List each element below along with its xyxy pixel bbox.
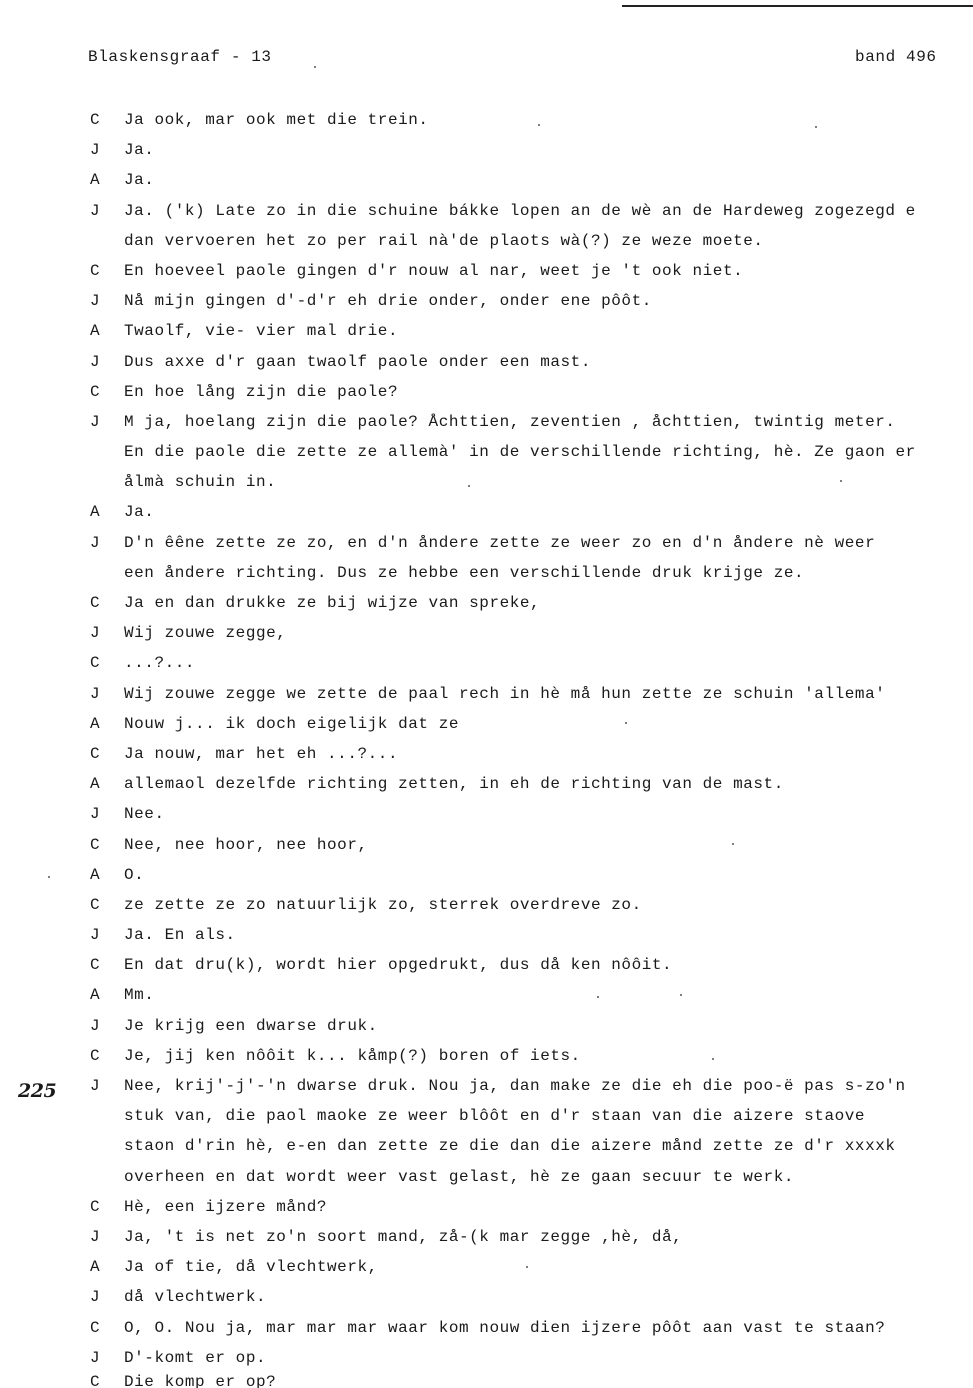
transcript-line (0, 533, 973, 563)
transcript-line (0, 1016, 973, 1046)
line-text: Nå mijn gingen d'-d'r eh drie onder, onder ene pôôt. (124, 292, 652, 311)
line-speaker: C (90, 1046, 101, 1065)
line-speaker: J (90, 805, 101, 824)
transcript-line (0, 201, 973, 231)
transcript-line (0, 442, 973, 472)
line-speaker: C (90, 111, 101, 129)
line-speaker: C (90, 1318, 101, 1337)
transcript-line (0, 472, 973, 502)
line-text: Ja en dan drukke ze bij wijze van spreke, (124, 594, 541, 612)
transcript-line (0, 563, 973, 593)
line-speaker: J (90, 292, 101, 311)
line-speaker: J (90, 533, 101, 552)
line-speaker: C (90, 594, 101, 612)
line-text: En dat dru(k), wordt hier opgedrukt, dus då ken nôôit. (124, 956, 673, 975)
transcript-line (0, 1106, 973, 1136)
transcript-line (0, 714, 973, 744)
line-text: Nee. (124, 805, 165, 824)
speck (48, 876, 50, 878)
transcript-line (0, 1257, 973, 1287)
transcript-line (0, 1076, 973, 1106)
transcript-line (0, 110, 973, 140)
transcript-line (0, 261, 973, 291)
line-text: Ja. (124, 141, 155, 160)
line-speaker: C (90, 261, 101, 280)
line-text: Twaolf, vie- vier mal drie. (124, 322, 399, 341)
speck (732, 843, 734, 845)
line-speaker: J (90, 412, 101, 431)
line-text: stuk van, die paol maoke ze weer blôôt en d'r staan van die aizere staove (124, 1107, 866, 1126)
line-text: staon d'rin hè, e-en dan zette ze die dan die aizere månd zette ze d'r xxxxk (124, 1137, 896, 1156)
line-text: ze zette ze zo natuurlijk zo, sterrek overdreve zo. (124, 895, 642, 914)
transcript-line (0, 231, 973, 261)
line-text: En hoeveel paole gingen d'r nouw al nar, weet je 't ook niet. (124, 261, 744, 280)
line-text: Ja. ('k) Late zo in die schuine bákke lopen an de wè an de Hardeweg zogezegd e (124, 201, 916, 220)
line-text: Ja ook, mar ook met die trein. (124, 111, 429, 129)
transcript-line (0, 1136, 973, 1166)
line-text: O. (124, 865, 145, 884)
line-speaker: J (90, 1288, 101, 1307)
transcript-line (0, 140, 973, 170)
line-speaker: J (90, 1227, 101, 1246)
line-speaker: A (90, 503, 101, 522)
line-speaker: J (90, 926, 101, 945)
line-text: ...?... (124, 654, 196, 673)
header-title: Blaskensgraaf - 13 (88, 48, 272, 66)
speck (314, 66, 316, 68)
line-speaker: A (90, 775, 101, 794)
line-text: een åndere richting. Dus ze hebbe een verschillende druk krijge ze. (124, 563, 805, 582)
transcript-line (0, 593, 973, 623)
line-text: D'-komt er op. (124, 1348, 267, 1367)
transcript-line (0, 985, 973, 1015)
line-text: Nouw j... ik doch eigelijk dat ze (124, 714, 460, 733)
line-text: Hè, een ijzere månd? (124, 1197, 328, 1216)
transcript-line (0, 502, 973, 532)
speck (468, 485, 470, 487)
top-rule (622, 5, 973, 7)
line-text: allemaol dezelfde richting zetten, in eh de richting van de mast. (124, 775, 784, 794)
line-speaker: C (90, 956, 101, 975)
transcript-line (0, 925, 973, 955)
speck (712, 1058, 714, 1060)
line-text: Ja, 't is net zo'n soort mand, zå-(k mar zegge ,hè, då, (124, 1227, 683, 1246)
transcript-line (0, 1227, 973, 1257)
transcript-line (0, 955, 973, 985)
line-text: Dus axxe d'r gaan twaolf paole onder een mast. (124, 352, 591, 371)
line-text: Ja. (124, 171, 155, 190)
line-speaker: A (90, 986, 101, 1005)
transcript-line (0, 744, 973, 774)
line-text: Die komp er op? (124, 1373, 277, 1388)
line-text: Nee, krij'-j'-'n dwarse druk. Nou ja, dan make ze die eh die poo-ë pas s-zo'n (124, 1077, 906, 1095)
transcript-line (0, 804, 973, 834)
transcript-line (0, 1318, 973, 1348)
line-speaker: J (90, 684, 101, 703)
line-speaker: A (90, 322, 101, 341)
line-text: O, O. Nou ja, mar mar mar waar kom nouw dien ijzere pôôt aan vast te staan? (124, 1318, 886, 1337)
transcript-line (0, 382, 973, 412)
transcript-line (0, 623, 973, 653)
transcript-line (0, 291, 973, 321)
line-speaker: J (90, 1016, 101, 1035)
transcript-line (0, 412, 973, 442)
transcript-line (0, 170, 973, 200)
line-speaker: J (90, 1077, 101, 1095)
line-text: Ja. En als. (124, 926, 236, 945)
line-speaker: C (90, 744, 101, 763)
line-text: dan vervoeren het zo per rail nà'de plaots wà(?) ze weze moete. (124, 231, 764, 250)
line-text: D'n êêne zette ze zo, en d'n åndere zette ze weer zo en d'n åndere nè weer (124, 533, 876, 552)
transcript-line (0, 1046, 973, 1076)
line-speaker: C (90, 1197, 101, 1216)
line-text: då vlechtwerk. (124, 1288, 267, 1307)
transcript-line (0, 1167, 973, 1197)
line-speaker: A (90, 171, 101, 190)
line-speaker: A (90, 865, 101, 884)
transcript-line (0, 774, 973, 804)
line-speaker: J (90, 201, 101, 220)
line-text: Nee, nee hoor, nee hoor, (124, 835, 368, 854)
line-speaker: A (90, 714, 101, 733)
transcript-line (0, 684, 973, 714)
line-text: ålmà schuin in. (124, 473, 277, 492)
line-speaker: J (90, 141, 101, 160)
speck (538, 124, 540, 126)
speck (680, 994, 682, 996)
transcript-line (0, 865, 973, 895)
transcript-line (0, 895, 973, 925)
margin-note: 225 (18, 1080, 57, 1102)
cut-off-line (0, 1372, 973, 1388)
speck (815, 126, 817, 128)
line-speaker: C (90, 382, 101, 401)
line-speaker: J (90, 624, 101, 643)
line-text: Je krijg een dwarse druk. (124, 1016, 378, 1035)
line-text: En hoe lång zijn die paole? (124, 382, 399, 401)
speck (625, 722, 627, 724)
speck (597, 996, 599, 998)
line-text: En die paole die zette ze allemà' in de verschillende richting, hè. Ze gaon er (124, 443, 916, 462)
line-text: Ja. (124, 503, 155, 522)
transcript-line (0, 835, 973, 865)
speck (526, 1266, 528, 1268)
transcript-line (0, 321, 973, 351)
line-text: Ja of tie, då vlechtwerk, (124, 1258, 378, 1277)
line-speaker: A (90, 1258, 101, 1277)
transcript-line (0, 1287, 973, 1317)
header-band: band 496 (855, 48, 937, 66)
line-speaker: C (90, 895, 101, 914)
line-speaker: J (90, 1348, 101, 1367)
transcript-line (0, 1197, 973, 1227)
line-text: Ja nouw, mar het eh ...?... (124, 744, 399, 763)
line-speaker: C (90, 1373, 101, 1388)
line-text: Wij zouwe zegge, (124, 624, 287, 643)
transcript-lines (0, 110, 973, 1378)
line-speaker: C (90, 654, 101, 673)
line-text: Wij zouwe zegge we zette de paal rech in hè må hun zette ze schuin 'allema' (124, 684, 886, 703)
line-text: M ja, hoelang zijn die paole? Åchttien, zeventien , åchttien, twintig meter. (124, 412, 896, 431)
transcript-line (0, 653, 973, 683)
speck (840, 480, 842, 482)
line-text: overheen en dat wordt weer vast gelast, hè ze gaan secuur te werk. (124, 1167, 795, 1186)
line-speaker: C (90, 835, 101, 854)
line-text: Je, jij ken nôôit k... kåmp(?) boren of iets. (124, 1046, 581, 1065)
transcript-line (0, 352, 973, 382)
line-text: Mm. (124, 986, 155, 1005)
line-speaker: J (90, 352, 101, 371)
